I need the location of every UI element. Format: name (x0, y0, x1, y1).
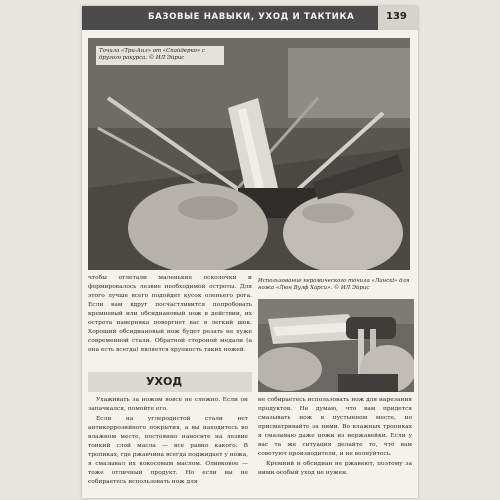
page-number-box (378, 6, 418, 30)
body-text-right-bottom (258, 396, 412, 479)
section-heading-box (88, 372, 252, 392)
caption-side-photo (258, 278, 414, 293)
running-header (82, 6, 418, 30)
book-page (82, 6, 418, 498)
photo-ceramic-sharpener-graphic (258, 299, 414, 392)
body-paragraph: Ухаживать за ножом вовсе не сложно. Если он запачкался, помойте его. (88, 397, 248, 412)
body-paragraph: не собираетесь использовать нож для нарезания продуктов. Не думаю, что вам придется смазывать нож в пустынном месте, но присматривайте за ними. Во влажных тропиках я смазываю даже ножи из нержавейки. Если у вас та же ситуация делайте то, что вам советуют производители, и не волнуйтесь. (258, 397, 412, 457)
photo-ceramic-sharpener (258, 299, 414, 392)
running-header-title: БАЗОВЫЕ НАВЫКИ, УХОД И ТАКТИКА (148, 12, 355, 22)
section-heading: УХОД (146, 375, 183, 388)
body-text-left-top (88, 274, 252, 356)
body-paragraph: чтобы отлетали маленькие осколочки и формировалось лезвие необходимой остроты. Для этого лучше всего подойдет кусок оленьего рога. Если вам вдруг посчастливится попробовать кремневый или обсидиановый нож в действии, их острота наверняка повергнет вас в легкий шок. Хороший обсидиановый нож будет резать не хуже современной стали. Обратной стороной медали (а она есть всегда) является хрупкость таких ножей. (88, 275, 252, 353)
body-paragraph: Кремний и обсидиан не ржавеют, поэтому за ними особый уход не нужен. (258, 461, 412, 476)
page-number: 139 (386, 11, 407, 22)
photo-sharpening-rods (88, 38, 410, 270)
caption-top-photo (96, 46, 224, 65)
body-text-left-bottom (88, 396, 248, 488)
body-paragraph: Если на углеродистой стали нет антикоррозийного покрытия, а вы находитесь во влажном месте, постоянно наносите на лезвие тонкий слой масла — все равно какого. В тропиках, где ржавчина всегда поджидает у ножа, я смазывал их кокосовым маслом. Оливковое — тоже отличный продукт. Но если вы не собираетесь использовать нож для (88, 416, 248, 485)
caption-top-text: Точила «Три-Анл» от «Спайдерко» с другого ракурса. © ИЛ Эйрис (99, 48, 205, 62)
photo-sharpening-rods-graphic (88, 38, 410, 270)
caption-side-text: Использование керамического точила «Ланскl» для ножа «Люн Вулф Харси». © ИЛ Эйрис (258, 278, 410, 292)
